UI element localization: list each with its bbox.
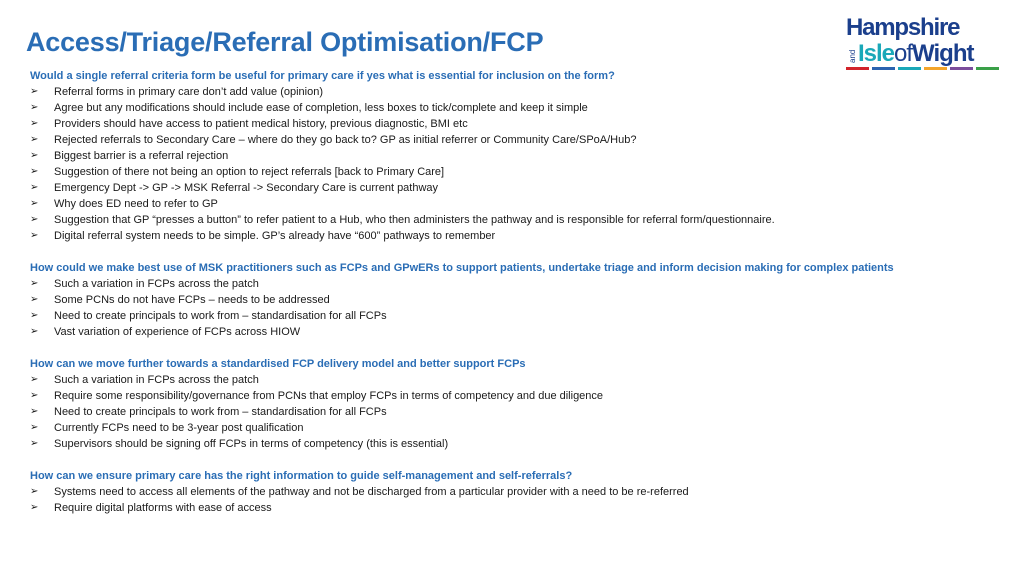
- logo-of: of: [894, 40, 913, 67]
- arrow-bullet-icon: ➢: [30, 390, 39, 401]
- bullet-list: [30, 372, 1010, 452]
- logo-and: and: [848, 49, 857, 63]
- bullet-item: [30, 164, 1010, 180]
- bullet-item: [30, 420, 1010, 436]
- arrow-bullet-icon: ➢: [30, 502, 39, 513]
- content-area: [30, 68, 1010, 532]
- bullet-text: Emergency Dept -> GP -> MSK Referral -> Secondary Care is current pathway: [54, 182, 439, 194]
- bullet-list: [30, 484, 1010, 516]
- bullet-item: [30, 100, 1010, 116]
- bullet-text: Rejected referrals to Secondary Care – where do they go back to? GP as initial referrer or Community Care/SPoA/Hub?: [54, 134, 637, 146]
- bullet-item: [30, 372, 1010, 388]
- arrow-bullet-icon: ➢: [30, 150, 39, 161]
- bullet-item: [30, 132, 1010, 148]
- bullet-item: [30, 148, 1010, 164]
- bullet-text: Need to create principals to work from – standardisation for all FCPs: [54, 310, 387, 322]
- bullet-text: Supervisors should be signing off FCPs in terms of competency (this is essential): [54, 438, 449, 450]
- bullet-text: Some PCNs do not have FCPs – needs to be addressed: [54, 294, 330, 306]
- question-heading: How could we make best use of MSK practitioners such as FCPs and GPwERs to support patients, undertake triage and inform decision making for complex patients: [30, 262, 894, 274]
- question-heading: Would a single referral criteria form be useful for primary care if yes what is essential for inclusion on the form?: [30, 70, 615, 82]
- arrow-bullet-icon: ➢: [30, 422, 39, 433]
- bullet-item: [30, 228, 1010, 244]
- bullet-text: Referral forms in primary care don’t add value (opinion): [54, 86, 324, 98]
- bullet-text: Providers should have access to patient medical history, previous diagnostic, BMI etc: [54, 118, 468, 130]
- arrow-bullet-icon: ➢: [30, 374, 39, 385]
- arrow-bullet-icon: ➢: [30, 278, 39, 289]
- bullet-text: Biggest barrier is a referral rejection: [54, 150, 229, 162]
- bullet-item: [30, 292, 1010, 308]
- bullet-text: Why does ED need to refer to GP: [54, 198, 218, 210]
- bullet-item: [30, 212, 1010, 228]
- arrow-bullet-icon: ➢: [30, 310, 39, 321]
- arrow-bullet-icon: ➢: [30, 102, 39, 113]
- arrow-bullet-icon: ➢: [30, 230, 39, 241]
- bullet-item: [30, 196, 1010, 212]
- arrow-bullet-icon: ➢: [30, 182, 39, 193]
- bullet-list: [30, 276, 1010, 340]
- bullet-item: [30, 84, 1010, 100]
- bullet-item: [30, 484, 1010, 500]
- arrow-bullet-icon: ➢: [30, 134, 39, 145]
- arrow-bullet-icon: ➢: [30, 118, 39, 129]
- bullet-text: Suggestion of there not being an option to reject referrals [back to Primary Care]: [54, 166, 445, 178]
- arrow-bullet-icon: ➢: [30, 326, 39, 337]
- bullet-text: Such a variation in FCPs across the patch: [54, 374, 259, 386]
- bullet-text: Vast variation of experience of FCPs across HIOW: [54, 326, 301, 338]
- bullet-text: Currently FCPs need to be 3-year post qualification: [54, 422, 304, 434]
- arrow-bullet-icon: ➢: [30, 198, 39, 209]
- bullet-text: Systems need to access all elements of the pathway and not be discharged from a particular provider with a need to be re-referred: [54, 486, 689, 498]
- hampshire-isle-of-wight-logo: [844, 12, 1004, 74]
- bullet-list: [30, 84, 1010, 244]
- arrow-bullet-icon: ➢: [30, 406, 39, 417]
- question-heading: How can we move further towards a standardised FCP delivery model and better support FCPs: [30, 358, 526, 370]
- arrow-bullet-icon: ➢: [30, 438, 39, 449]
- page-title: Access/Triage/Referral Optimisation/FCP: [26, 27, 544, 57]
- arrow-bullet-icon: ➢: [30, 214, 39, 225]
- bullet-text: Suggestion that GP “presses a button” to refer patient to a Hub, who then administers the pathway and is responsible for referral form/questionnaire.: [54, 214, 775, 226]
- bullet-text: Digital referral system needs to be simple. GP’s already have “600” pathways to remember: [54, 230, 496, 242]
- question-section: [30, 68, 1010, 244]
- question-section: [30, 356, 1010, 452]
- bullet-item: [30, 500, 1010, 516]
- bullet-item: [30, 116, 1010, 132]
- bullet-text: Agree but any modifications should include ease of completion, less boxes to tick/complete and keep it simple: [54, 102, 588, 114]
- arrow-bullet-icon: ➢: [30, 86, 39, 97]
- bullet-item: [30, 276, 1010, 292]
- logo-isle: Isle: [858, 40, 895, 67]
- bullet-item: [30, 180, 1010, 196]
- bullet-item: [30, 308, 1010, 324]
- arrow-bullet-icon: ➢: [30, 294, 39, 305]
- bullet-text: Need to create principals to work from – standardisation for all FCPs: [54, 406, 387, 418]
- logo-line-hampshire: Hampshire: [846, 14, 960, 41]
- logo-wight: Wight: [912, 40, 974, 67]
- bullet-item: [30, 404, 1010, 420]
- bullet-item: [30, 388, 1010, 404]
- arrow-bullet-icon: ➢: [30, 166, 39, 177]
- question-section: [30, 260, 1010, 340]
- bullet-item: [30, 324, 1010, 340]
- svg-text:IsleofWight: [858, 40, 974, 67]
- question-section: [30, 468, 1010, 516]
- bullet-text: Require some responsibility/governance from PCNs that employ FCPs in terms of competency and due diligence: [54, 390, 604, 402]
- question-heading: How can we ensure primary care has the right information to guide self-management and self-referrals?: [30, 470, 573, 482]
- bullet-item: [30, 436, 1010, 452]
- bullet-text: Require digital platforms with ease of access: [54, 502, 272, 514]
- arrow-bullet-icon: ➢: [30, 486, 39, 497]
- bullet-text: Such a variation in FCPs across the patch: [54, 278, 259, 290]
